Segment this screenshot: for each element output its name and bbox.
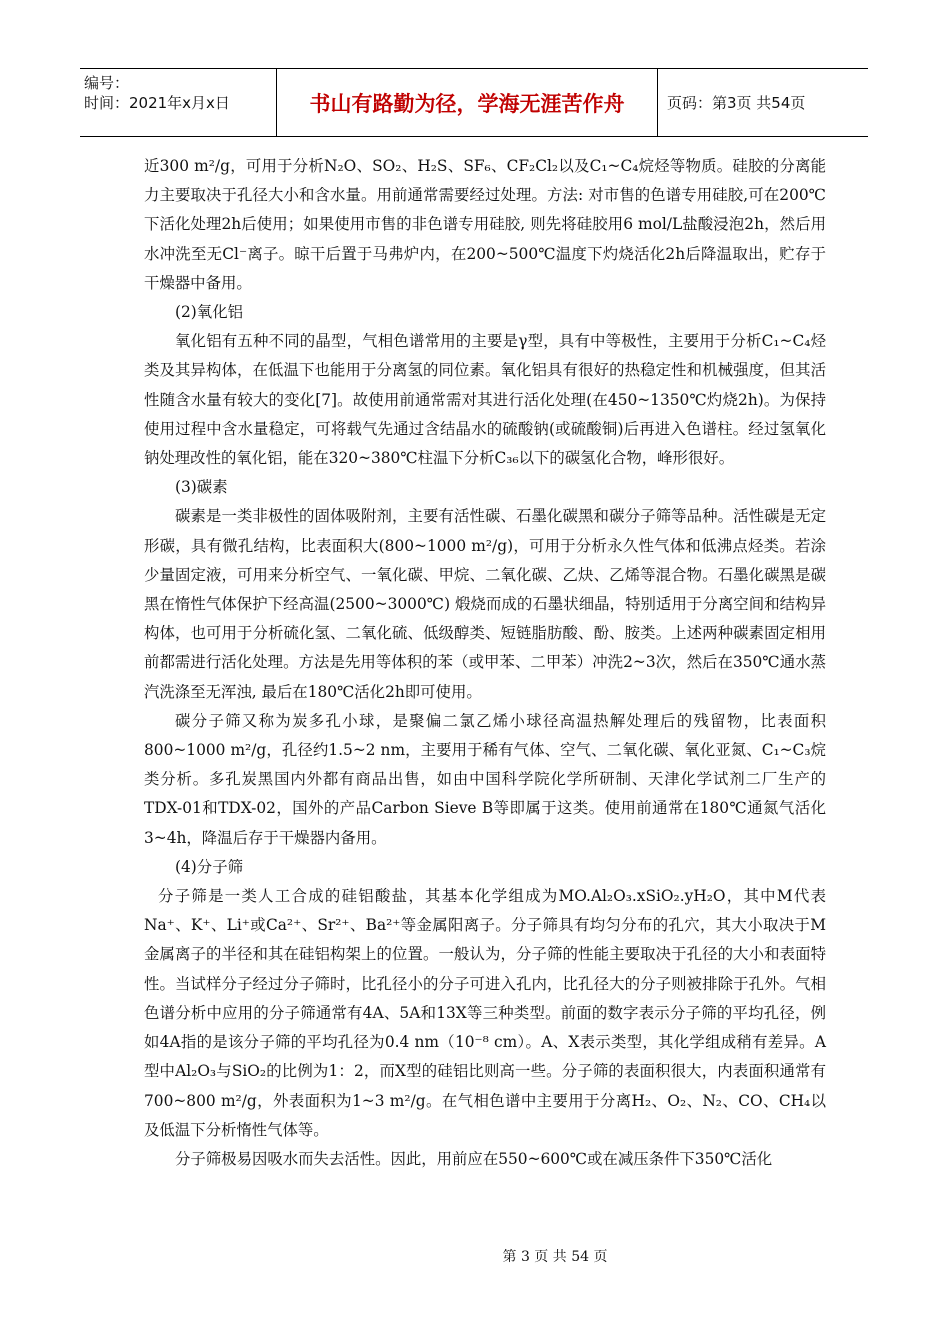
paragraph-carbon-molecular-sieve: 碳分子筛又称为炭多孔小球，是聚偏二氯乙烯小球径高温热解处理后的残留物，比表面积800~1000 m²/g，孔径约1.5~2 nm，主要用于稀有气体、空气、二氧化碳、氧化亚氮、C₁~C₃烷类分析。多孔炭黑国内外都有商品出售，如由中国科学院化学所研制、天津化学试剂二厂生产的TDX-01和TDX-02，国外的产品Carbon Sieve B等即属于这类。使用前通常在180℃通氮气活化3~4h，降温后存于干燥器内备用。 (144, 711, 826, 847)
heading-alumina: (2)氧化铝 (175, 303, 243, 322)
footer-page-number: 第 3 页 共 54 页 (502, 1249, 608, 1265)
paragraph-activation: 分子筛极易因吸水而失去活性。因此，用前应在550~600℃或在减压条件下350℃活化 (175, 1149, 773, 1168)
heading-carbon: (3)碳素 (175, 478, 228, 497)
heading-molecular-sieve: (4)分子筛 (175, 857, 243, 876)
paragraph-molecular-sieve: 分子筛是一类人工合成的硅铝酸盐，其基本化学组成为MO.Al₂O₃.xSiO₂.yH₂O，其中M代表Na⁺、K⁺、Li⁺或Ca²⁺、Sr²⁺、Ba²⁺等金属阳离子。分子筛具有均匀分布的孔穴，其大小取决于M金属离子的半径和其在硅铝构架上的位置。一般认为，分子筛的性能主要取决于孔径的大小和表面特性。当试样分子经过分子筛时，比孔径小的分子可进入孔内，比孔径大的分子则被排除于孔外。气相色谱分析中应用的分子筛通常有4A、5A和13X等三种类型。前面的数字表示分子筛的平均孔径，例如4A指的是该分子筛的平均孔径为0.4 nm（10⁻⁸ cm）。A、X表示类型，其化学组成稍有差异。A型中Al₂O₃与SiO₂的比例为1：2，而X型的硅铝比则高一些。分子筛的表面积很大，内表面积通常有700~800 m²/g，外表面积为1~3 m²/g。在气相色谱中主要用于分离H₂、O₂、N₂、CO、CH₄以及低温下分析惰性气体等。 (144, 887, 826, 1139)
header-motto: 书山有路勤为径，学海无涯苦作舟 (277, 69, 658, 136)
document-body (144, 152, 826, 1174)
paragraph-carbon: 碳素是一类非极性的固体吸附剂，主要有活性碳、石墨化碳黑和碳分子筛等品种。活性碳是无定形碳，具有微孔结构，比表面积大(800~1000 m²/g)，可用于分析永久性气体和低沸点烃类。若涂少量固定液，可用来分析空气、一氧化碳、甲烷、二氧化碳、乙炔、乙烯等混合物。石墨化碳黑是碳黑在惰性气体保护下经高温(2500~3000℃) 煅烧而成的石墨状细晶，特别适用于分离空间和结构异构体，也可用于分析硫化氢、二氧化硫、低级醇类、短链脂肪酸、酚、胺类。上述两种碳素固定相用前都需进行活化处理。方法是先用等体积的苯（或甲苯、二甲苯）冲洗2~3次，然后在350℃通水蒸汽洗涤至无浑浊, 最后在180℃活化2h即可使用。 (144, 507, 826, 701)
document-number: 编号： (84, 74, 130, 92)
document-date: 时间：2021年x月x日 (84, 94, 230, 112)
paragraph-alumina: 氧化铝有五种不同的晶型，气相色谱常用的主要是γ型，具有中等极性，主要用于分析C₁~C₄烃类及其异构体，在低温下也能用于分离氢的同位素。氧化铝具有很好的热稳定性和机械强度，但其活性随含水量有较大的变化[7]。故使用前通常需对其进行活化处理(在450~1350℃灼烧2h)。为保持使用过程中含水量稳定，可将载气先通过含结晶水的硫酸钠(或硫酸铜)后再进入色谱柱。经过氢氧化钠处理改性的氧化铝，能在320~380℃柱温下分析C₃₆以下的碳氢化合物，峰形很好。 (144, 332, 826, 468)
paragraph-silica-gel: 近300 m²/g，可用于分析N₂O、SO₂、H₂S、SF₆、CF₂Cl₂以及C₁~C₄烷烃等物质。硅胶的分离能力主要取决于孔径大小和含水量。用前通常需要经过处理。方法: 对市售的色谱专用硅胶,可在200℃下活化处理2h后使用；如果使用市售的非色谱专用硅胶, 则先将硅胶用6 mol/L盐酸浸泡2h，然后用水冲洗至无Cl⁻离子。晾干后置于马弗炉内，在200~500℃温度下灼烧活化2h后降温取出，贮存于干燥器中备用。 (144, 157, 826, 292)
page-footer (0, 1246, 950, 1266)
header-page-info: 页码：第3页 共54页 (667, 94, 806, 112)
header-meta (80, 69, 277, 136)
page-header (80, 68, 868, 137)
